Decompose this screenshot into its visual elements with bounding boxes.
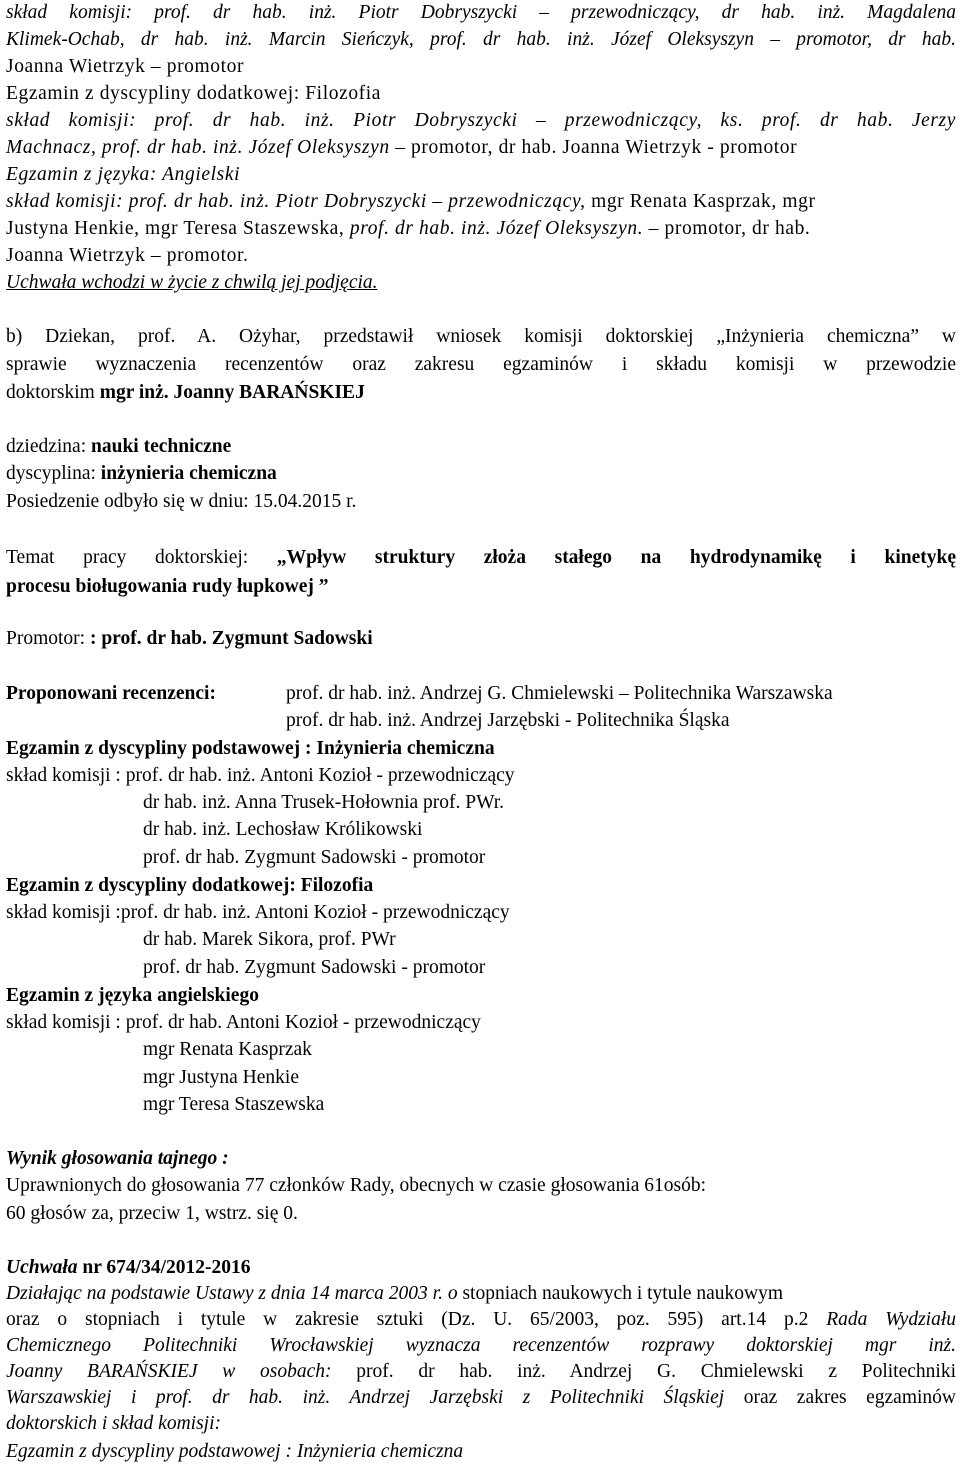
exam-member: mgr Justyna Henkie — [143, 1067, 299, 1088]
exam-member: prof. dr hab. Zygmunt Sadowski - promotor — [143, 957, 486, 978]
thesis-topic-line — [6, 546, 956, 570]
resolution-label: Uchwała — [6, 1257, 78, 1278]
text-italic: Działając na podstawie Ustawy z dnia 14 marca 2003 r. o — [6, 1283, 458, 1304]
text-regular: oraz o stopniach i tytule w zakresie sztuki (Dz. U. 65/2003, poz. 595) art.14 p.2 — [6, 1309, 809, 1330]
text-line — [6, 136, 797, 160]
resolution-line: Egzamin z dyscypliny podstawowej : Inżynieria chemiczna — [6, 1441, 464, 1462]
text-regular: promotor, dr hab. — [659, 218, 811, 239]
text-italic: Rada Wydziału — [808, 1309, 957, 1330]
resolution-line — [6, 1308, 956, 1332]
text-regular: prof. dr hab. inż. Andrzej G. Chmielewski z Politechniki — [331, 1361, 956, 1382]
text-italic: Andrzej Jarzębski z Politechniki Śląskiej — [330, 1387, 725, 1408]
text-regular: stopniach naukowych i tytule naukowym — [457, 1283, 784, 1304]
field-row — [6, 435, 231, 459]
text-regular: Justyna Henkie, mgr Teresa Staszewska, — [6, 218, 350, 239]
text-line — [6, 190, 816, 214]
dean-motion-line — [6, 381, 365, 405]
topic-label: Temat pracy doktorskiej: — [6, 547, 277, 568]
text-line: Joanna Wietrzyk – promotor. — [6, 245, 249, 266]
vote-line: Uprawnionych do głosowania 77 członków Rady, obecnych w czasie głosowania 61osób: — [6, 1175, 707, 1196]
exam-member: skład komisji :prof. dr hab. inż. Antoni Kozioł - przewodniczący — [6, 902, 510, 923]
text-italic: prof. dr hab. inż. Józef Oleksyszyn. – — [349, 218, 660, 239]
exam-member: mgr Renata Kasprzak — [143, 1039, 312, 1060]
exam-title: Egzamin z dyscypliny podstawowej : Inżynieria chemiczna — [6, 738, 495, 759]
text-line: skład komisji: prof. dr hab. inż. Piotr Dobryszycki – przewodniczący, dr hab. inż. Magdalena — [6, 2, 956, 23]
text-regular: oraz zakres egzaminów — [724, 1387, 956, 1408]
text-italic: Joanny BARAŃSKIEJ w osobach: — [6, 1361, 332, 1382]
text-italic: skład komisji: prof. dr hab. inż. Piotr Dobryszycki – przewodniczący, — [6, 191, 586, 212]
text-italic: Machnacz, prof. dr hab. inż. Józef Oleksyszyn – — [6, 137, 406, 158]
exam-member: skład komisji : prof. dr hab. inż. Antoni Kozioł - przewodniczący — [6, 765, 515, 786]
resolution-id: nr 674/34/2012-2016 — [77, 1257, 251, 1278]
resolution-line: Chemicznego Politechniki Wrocławskiej wyznacza recenzentów rozprawy doktorskiej mgr inż. — [6, 1335, 956, 1356]
topic-title: „Wpływ struktury złoża stałego na hydrodynamikę i kinetykę — [276, 547, 956, 568]
text-regular: doktorskim — [6, 382, 100, 403]
text-line: skład komisji: prof. dr hab. inż. Piotr Dobryszycki – przewodniczący, ks. prof. dr hab. Jerzy — [6, 110, 956, 131]
text-regular: promotor, dr hab. Joanna Wietrzyk - promotor — [405, 137, 798, 158]
promoter-value: : prof. dr hab. Zygmunt Sadowski — [89, 628, 373, 649]
exam-member: dr hab. inż. Anna Trusek-Hołownia prof. PWr. — [143, 792, 505, 813]
reviewer-item: prof. dr hab. inż. Andrzej Jarzębski - Politechnika Śląska — [286, 710, 730, 731]
exam-title: Egzamin z języka angielskiego — [6, 985, 259, 1006]
reviewer-item: prof. dr hab. inż. Andrzej G. Chmielewski – Politechnika Warszawska — [286, 683, 833, 704]
discipline-row — [6, 462, 277, 486]
text-line: Joanna Wietrzyk – promotor — [6, 56, 245, 77]
vote-title: Wynik głosowania tajnego : — [6, 1148, 229, 1169]
thesis-topic-line: procesu bioługowania rudy łupkowej ” — [6, 576, 329, 597]
text-italic: Warszawskiej i prof. dr hab. inż. — [6, 1387, 331, 1408]
promoter-label: Promotor: — [6, 628, 90, 649]
exam-member: mgr Teresa Staszewska — [143, 1094, 325, 1115]
exam-member: dr hab. Marek Sikora, prof. PWr — [143, 929, 396, 950]
resolution-line — [6, 1386, 956, 1410]
meeting-date: Posiedzenie odbyło się w dniu: 15.04.2015 r. — [6, 491, 357, 512]
exam-member: dr hab. inż. Lechosław Królikowski — [143, 819, 423, 840]
dean-motion-line: sprawie wyznaczenia recenzentów oraz zakresu egzaminów i składu komisji w przewodzie — [6, 354, 956, 375]
exam-title: Egzamin z dyscypliny dodatkowej: Filozofia — [6, 875, 374, 896]
text-line — [6, 217, 810, 241]
section-heading: Egzamin z języka: Angielski — [6, 164, 241, 185]
discipline-value: inżynieria chemiczna — [100, 463, 277, 484]
reviewers-label: Proponowani recenzenci: — [6, 683, 216, 704]
text-line: Klimek-Ochab, dr hab. inż. Marcin Sieńczyk, prof. dr hab. inż. Józef Oleksyszyn – promotor, dr hab. — [6, 29, 956, 50]
resolution-line: doktorskich i skład komisji: — [6, 1413, 222, 1434]
resolution-effective-note: Uchwała wchodzi w życie z chwilą jej podjęcia. — [6, 272, 378, 293]
text-regular: mgr Renata Kasprzak, mgr — [585, 191, 816, 212]
vote-line: 60 głosów za, przeciw 1, wstrz. się 0. — [6, 1203, 298, 1224]
promoter-row — [6, 627, 373, 651]
exam-member: prof. dr hab. Zygmunt Sadowski - promotor — [143, 847, 486, 868]
section-heading: Egzamin z dyscypliny dodatkowej: Filozofia — [6, 83, 382, 104]
field-label: dziedzina: — [6, 436, 91, 457]
resolution-number — [6, 1256, 251, 1280]
resolution-line — [6, 1282, 783, 1306]
dean-motion-line: b) Dziekan, prof. A. Ożyhar, przedstawił wniosek komisji doktorskiej „Inżynieria chemiczna” w — [6, 326, 956, 347]
candidate-name: mgr inż. Joanny BARAŃSKIEJ — [99, 382, 365, 403]
field-value: nauki techniczne — [91, 436, 232, 457]
resolution-line — [6, 1360, 956, 1384]
exam-member: skład komisji : prof. dr hab. Antoni Kozioł - przewodniczący — [6, 1012, 481, 1033]
discipline-label: dyscyplina: — [6, 463, 101, 484]
